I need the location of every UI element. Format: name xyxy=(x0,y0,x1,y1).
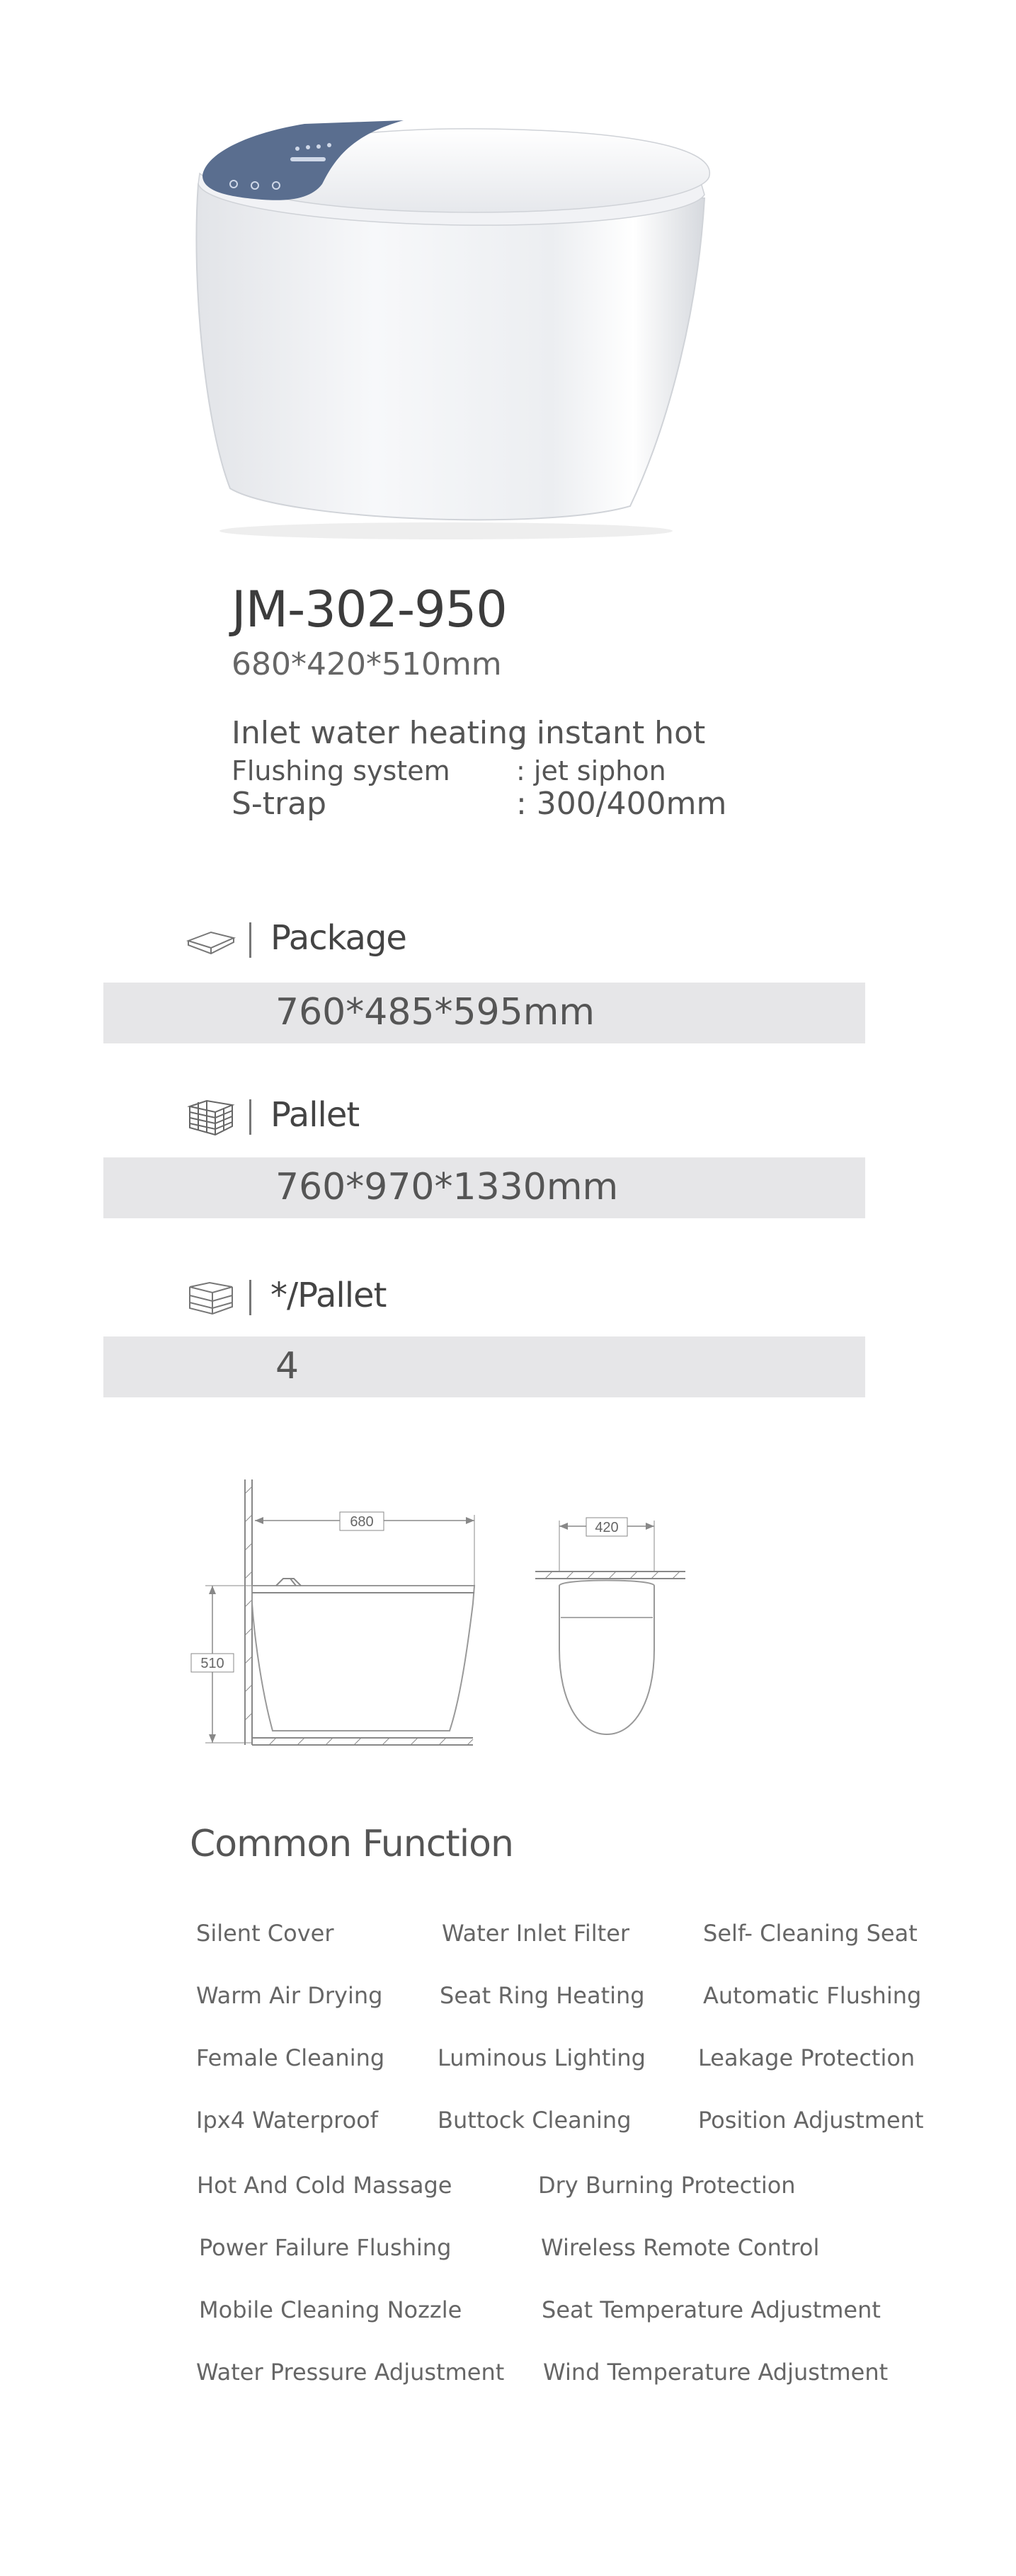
function-item: Seat Temperature Adjustment xyxy=(542,2296,881,2323)
function-item: Luminous Lighting xyxy=(438,2044,646,2071)
package-size: 760*485*595mm xyxy=(275,991,595,1034)
divider xyxy=(249,1280,251,1315)
product-dimensions: 680*420*510mm xyxy=(232,646,502,682)
pallet-header xyxy=(185,1094,610,1136)
function-item: Position Adjustment xyxy=(698,2107,924,2134)
pallet-stack-icon xyxy=(185,1097,236,1136)
functions-title: Common Function xyxy=(190,1823,513,1865)
top-view-drawing xyxy=(524,1508,708,1763)
function-item: Dry Burning Protection xyxy=(538,2172,796,2199)
pallet-title: Pallet xyxy=(270,1095,360,1135)
function-item: Buttock Cleaning xyxy=(438,2107,632,2134)
function-item: Self- Cleaning Seat xyxy=(703,1920,918,1947)
divider xyxy=(249,1099,251,1135)
length-dimension: 680 xyxy=(350,1514,374,1530)
function-item: Power Failure Flushing xyxy=(199,2234,452,2261)
spec-value: : 300/400mm xyxy=(516,786,727,822)
function-item: Silent Cover xyxy=(196,1920,334,1947)
spec-label: Inlet water heating xyxy=(232,715,527,751)
function-item: Automatic Flushing xyxy=(703,1982,922,2009)
model-number: JM-302-950 xyxy=(232,580,507,639)
spec-label: Flushing system xyxy=(232,755,450,786)
function-item: Warm Air Drying xyxy=(196,1982,383,2009)
pallet-size: 760*970*1330mm xyxy=(275,1166,619,1208)
divider xyxy=(249,922,251,958)
function-item: Wind Temperature Adjustment xyxy=(543,2359,889,2386)
pallet-band xyxy=(103,1157,865,1218)
spec-value: : jet siphon xyxy=(516,755,666,786)
spec-label: S-trap xyxy=(232,786,327,822)
width-dimension: 420 xyxy=(595,1520,619,1535)
per-pallet-band xyxy=(103,1336,865,1397)
function-item: Water Pressure Adjustment xyxy=(196,2359,505,2386)
function-item: Female Cleaning xyxy=(196,2044,385,2071)
per-pallet-title: */Pallet xyxy=(270,1276,387,1315)
product-image xyxy=(177,106,715,545)
function-item: Mobile Cleaning Nozzle xyxy=(199,2296,462,2323)
box-icon xyxy=(185,920,236,959)
function-item: Hot And Cold Massage xyxy=(197,2172,452,2199)
package-header xyxy=(185,917,610,959)
function-item: Seat Ring Heating xyxy=(440,1982,645,2009)
per-pallet-count: 4 xyxy=(275,1345,299,1387)
per-pallet-header xyxy=(185,1274,610,1317)
function-item: Leakage Protection xyxy=(698,2044,915,2071)
stacked-boxes-icon xyxy=(185,1277,236,1317)
side-view-drawing xyxy=(177,1479,489,1777)
height-dimension: 510 xyxy=(200,1656,224,1671)
function-item: Water Inlet Filter xyxy=(442,1920,630,1947)
package-title: Package xyxy=(270,918,406,958)
spec-value: : instant hot xyxy=(516,715,706,751)
function-item: Wireless Remote Control xyxy=(541,2234,820,2261)
function-item: Ipx4 Waterproof xyxy=(196,2107,378,2134)
package-band xyxy=(103,983,865,1043)
